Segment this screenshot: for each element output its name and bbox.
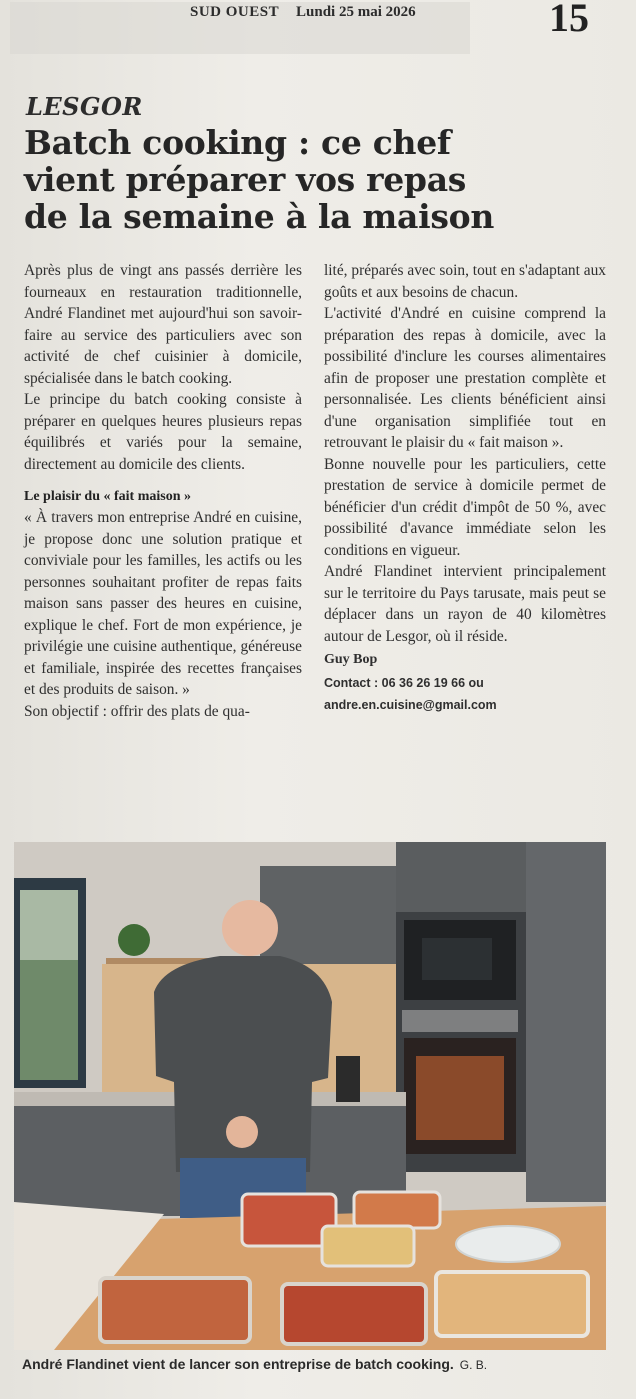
contact-phone: Contact : 06 36 26 19 66 ou xyxy=(324,676,484,690)
body-paragraph: Bonne nouvelle pour les particuliers, cette prestation de service à domicile permet de bénéficier d'un crédit d'impôt de 50 %, avec possibilité d'avance immédiate selon les conditions en vigueur. xyxy=(324,455,606,559)
headline-line: Batch cooking : ce chef xyxy=(24,123,451,162)
article-headline xyxy=(24,124,614,235)
body-paragraph: lité, préparés avec soin, tout en s'adaptant aux goûts et aux besoins de chacun. xyxy=(324,262,606,301)
article-photo xyxy=(14,842,606,1350)
caption-text: André Flandinet vient de lancer son entreprise de batch cooking. xyxy=(22,1356,454,1372)
body-paragraph: « À travers mon entreprise André en cuisine, je propose donc une solution pratique et conviviale pour les familles, les actifs ou les personnes souhaitant profiter de repas faits maison sans passer des heures en cuisine, explique le chef. Fort de mon expérience, je privilégie une cuisine authentique, généreuse et familiale, inspirée des recettes françaises et des produits de saison. » xyxy=(24,509,302,698)
article-column-right xyxy=(324,260,606,715)
article-subhead: Le plaisir du « fait maison » xyxy=(24,489,191,504)
body-paragraph: L'activité d'André en cuisine comprend la préparation des repas à domicile, avec la possibilité d'inclure les courses alimentaires afin de proposer une prestation complète et personnalisée. Les clients bénéficient ainsi d'une organisation simplifiée tout en retrouvant le plaisir du « fait maison ». xyxy=(324,305,606,451)
page-number: 15 xyxy=(549,0,589,40)
body-paragraph: Son objectif : offrir des plats de qua- xyxy=(24,702,250,720)
body-paragraph: Le principe du batch cooking consiste à préparer en quelques heures plusieurs repas équilibrés et variés pour la semaine, directement au domicile des clients. xyxy=(24,391,302,473)
photo-credit: G. B. xyxy=(459,1358,488,1372)
author-byline: Guy Bop xyxy=(324,652,378,667)
article-kicker: LESGOR xyxy=(26,92,143,121)
headline-line: vient préparer vos repas xyxy=(24,160,467,199)
contact-email: andre.en.cuisine@gmail.com xyxy=(324,698,497,712)
newspaper-name: SUD OUEST xyxy=(190,4,280,20)
masthead xyxy=(0,0,636,60)
body-paragraph: Après plus de vingt ans passés derrière les fourneaux en restauration traditionnelle, André Flandinet met aujourd'hui son savoir-faire au service des particuliers avec son activité de chef cuisinier à domicile, spécialisée dans le batch cooking. xyxy=(24,262,302,387)
photo-caption xyxy=(22,1356,487,1372)
body-paragraph: André Flandinet intervient principalement sur le territoire du Pays tarusate, mais peut se déplacer dans un rayon de 40 kilomètres autour de Lesgor, où il réside. xyxy=(324,563,606,645)
issue-date: Lundi 25 mai 2026 xyxy=(296,4,416,20)
article-column-left xyxy=(24,260,302,722)
headline-line: de la semaine à la maison xyxy=(24,197,495,236)
